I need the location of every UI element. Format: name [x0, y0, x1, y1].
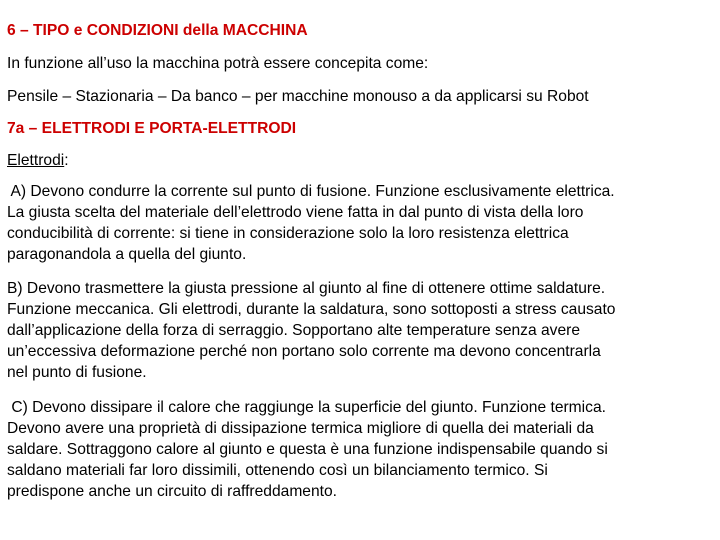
paragraph-c-line: Devono avere una proprietà di dissipazione termica migliore di quella dei materiali da — [7, 420, 594, 437]
paragraph-a-line: A) Devono condurre la corrente sul punto di fusione. Funzione esclusivamente elettrica. — [7, 183, 615, 200]
paragraph-a-line: La giusta scelta del materiale dell’elettrodo viene fatta in dal punto di vista della loro — [7, 204, 584, 221]
paragraph-c-line: saldano materiali far loro dissimili, ottenendo così un bilanciamento termico. Si — [7, 462, 548, 479]
electrodes-label-colon: : — [64, 152, 69, 169]
paragraph-c-line: saldare. Sottraggono calore al giunto e questa è una funzione indispensabile quando si — [7, 441, 608, 458]
paragraph-a — [7, 181, 713, 265]
paragraph-a-line: conducibilità di corrente: si tiene in considerazione solo la loro resistenza elettrica — [7, 225, 569, 242]
paragraph-a-line: paragonandola a quella del giunto. — [7, 246, 247, 263]
section-6-heading: 6 – TIPO e CONDIZIONI della MACCHINA — [7, 22, 308, 39]
section-7a-heading: 7a – ELETTRODI E PORTA-ELETTRODI — [7, 120, 297, 137]
paragraph-b-line: dall’applicazione della forza di serraggio. Sopportano alte temperature senza avere — [7, 322, 580, 339]
section-6-machine-types: Pensile – Stazionaria – Da banco – per macchine monouso a da applicarsi su Robot — [7, 88, 589, 105]
paragraph-b-line: Funzione meccanica. Gli elettrodi, durante la saldatura, sono sottoposti a stress causato — [7, 301, 616, 318]
paragraph-b-line: un’eccessiva deformazione perché non portano solo corrente ma devono concentrarla — [7, 343, 601, 360]
electrodes-label-text: Elettrodi — [7, 152, 65, 169]
paragraph-b — [7, 278, 713, 383]
paragraph-b-line: nel punto di fusione. — [7, 364, 147, 381]
electrodes-label — [7, 150, 69, 171]
paragraph-c-line: C) Devono dissipare il calore che raggiunge la superficie del giunto. Funzione termica. — [7, 399, 606, 416]
paragraph-b-line: B) Devono trasmettere la giusta pressione al giunto al fine di ottenere ottime saldature. — [7, 280, 606, 297]
paragraph-c-line: predispone anche un circuito di raffreddamento. — [7, 483, 337, 500]
paragraph-c — [7, 397, 713, 502]
section-6-intro: In funzione all’uso la macchina potrà essere concepita come: — [7, 55, 429, 72]
